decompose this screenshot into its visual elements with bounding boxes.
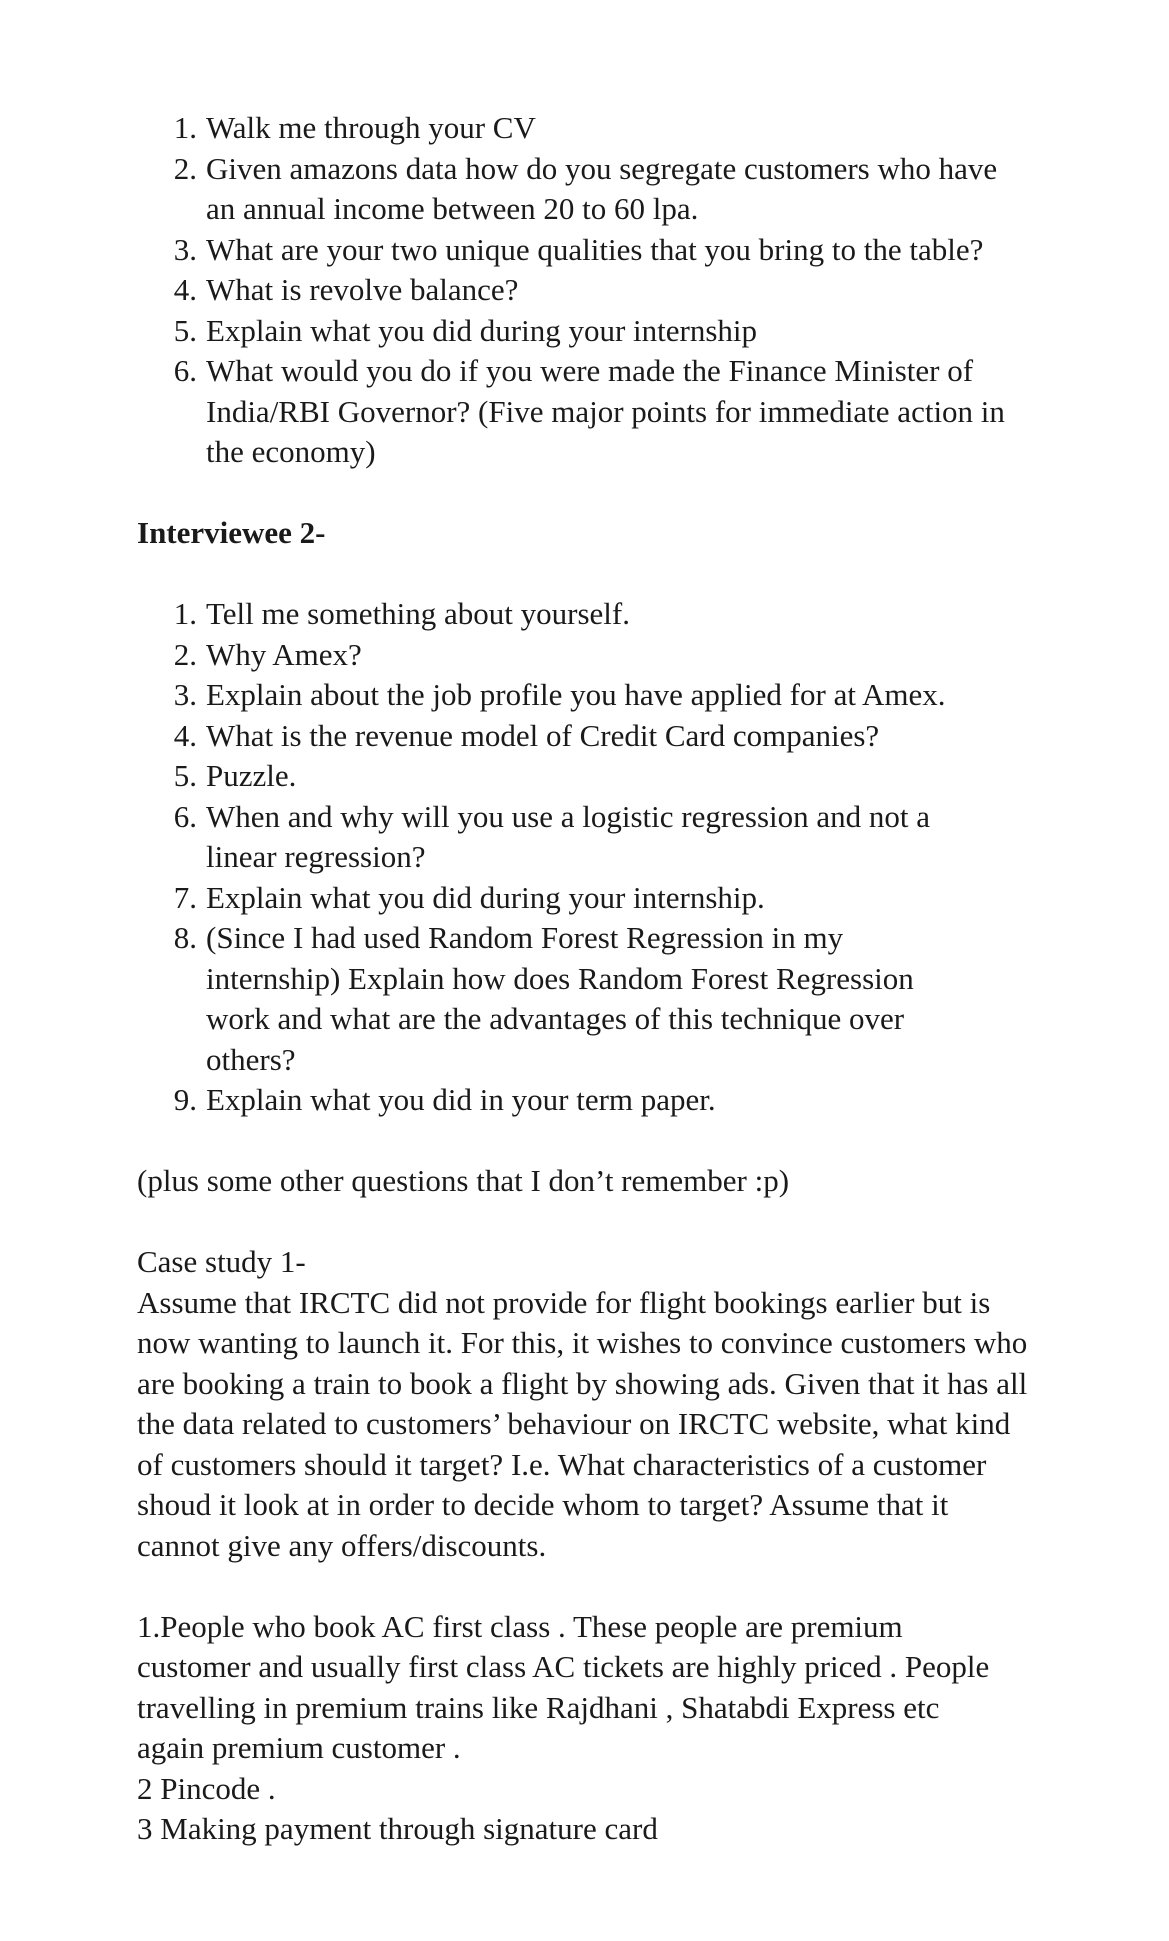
- list-item: 6. When and why will you use a logistic regression and not a linear regression?: [173, 798, 931, 874]
- document-page: [137, 108, 1037, 1850]
- question-text: Explain about the job profile you have applied for at Amex.: [206, 677, 946, 712]
- list-item: 9. Explain what you did in your term paper.: [173, 1082, 716, 1117]
- list-item: 8. (Since I had used Random Forest Regression in my internship) Explain how does Random Forest Regression work and what are the advantages of this technique over others?: [173, 920, 914, 1077]
- list-item: 1. Tell me something about yourself.: [173, 596, 630, 631]
- interviewee-2-question-list: [137, 594, 1037, 1121]
- list-item: 6. What would you do if you were made the Finance Minister of India/RBI Governor? (Five major points for immediate action in the economy): [173, 353, 1005, 469]
- list-item: 5. Puzzle.: [173, 758, 297, 793]
- case-study-answer: 3 Making payment through signature card: [137, 1811, 658, 1846]
- question-text: Explain what you did during your internship.: [206, 879, 765, 915]
- question-text: Given amazons data how do you segregate customers who have an annual income between 20 to 60 lpa.: [206, 150, 998, 226]
- list-item: 1. Walk me through your CV: [173, 110, 536, 145]
- case-study-answer: 2 Pincode .: [137, 1770, 276, 1806]
- list-item: 3. What are your two unique qualities that you bring to the table?: [173, 231, 984, 267]
- list-item: 5. Explain what you did during your internship: [173, 312, 758, 348]
- case-study-title: Case study 1-: [137, 1244, 306, 1279]
- question-text: Why Amex?: [206, 636, 362, 672]
- case-study-answer: 1.People who book AC first class . These people are premium customer and usually first class AC tickets are highly priced . People travelling in premium trains like Rajdhani , Shatabdi Express etc again premium customer .: [137, 1608, 990, 1765]
- question-text: (Since I had used Random Forest Regression in my internship) Explain how does Random Forest Regression work and what are the advantages of this technique over others?: [206, 920, 914, 1077]
- list-item: 4. What is the revenue model of Credit Card companies?: [173, 717, 880, 753]
- question-text: Walk me through your CV: [206, 110, 536, 145]
- interviewee-2-heading: Interviewee 2-: [137, 515, 326, 550]
- question-text: Explain what you did during your internship: [206, 312, 758, 348]
- question-text: Puzzle.: [206, 758, 297, 793]
- case-study-body: Assume that IRCTC did not provide for flight bookings earlier but is now wanting to launch it. For this, it wishes to convince customers who are booking a train to book a flight by showing ads. Given that it has all the data related to customers’ behaviour on IRCTC website, what kind of customers should it target? I.e. What characteristics of a customer shoud it look at in order to decide whom to target? Assume that it cannot give any offers/discounts.: [137, 1284, 1028, 1563]
- list-item: 2. Given amazons data how do you segregate customers who have an annual income between 20 to 60 lpa.: [173, 150, 998, 226]
- question-text: When and why will you use a logistic regression and not a linear regression?: [206, 798, 931, 874]
- list-item: 3. Explain about the job profile you have applied for at Amex.: [173, 677, 946, 712]
- list-item: 7. Explain what you did during your internship.: [173, 879, 765, 915]
- question-text: What are your two unique qualities that you bring to the table?: [206, 231, 984, 267]
- question-text: What is the revenue model of Credit Card companies?: [206, 717, 880, 753]
- note-text: (plus some other questions that I don’t remember :p): [137, 1163, 790, 1198]
- interviewee-1-question-list: [137, 108, 1037, 473]
- question-text: Tell me something about yourself.: [206, 596, 630, 631]
- list-item: 2. Why Amex?: [173, 636, 362, 672]
- question-text: What is revolve balance?: [206, 272, 519, 307]
- list-item: 4. What is revolve balance?: [173, 272, 519, 307]
- question-text: What would you do if you were made the Finance Minister of India/RBI Governor? (Five major points for immediate action in the economy): [206, 353, 1005, 469]
- question-text: Explain what you did in your term paper.: [206, 1082, 716, 1117]
